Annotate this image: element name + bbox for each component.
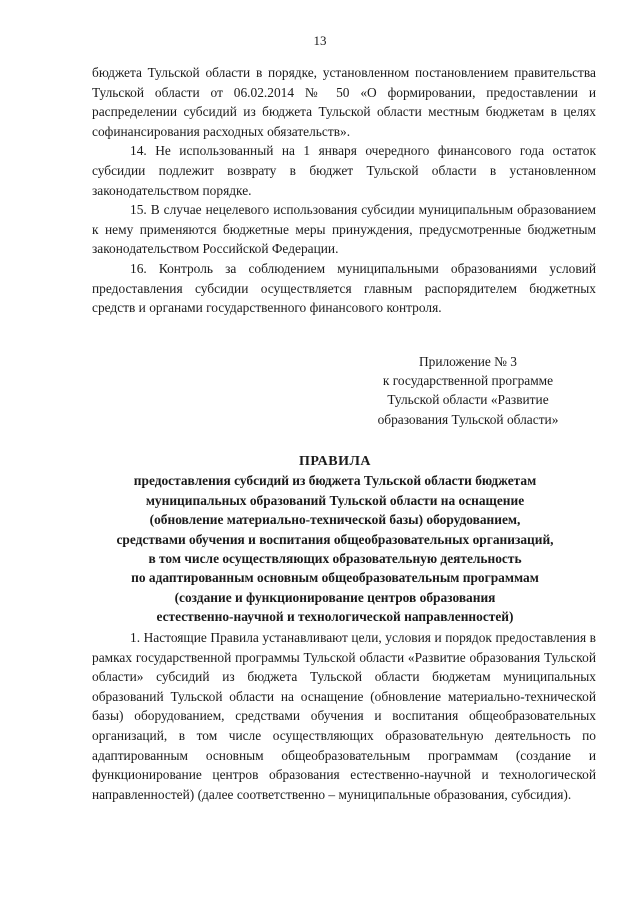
rules-heading: ПРАВИЛА: [298, 454, 372, 469]
rules-subtitle-line: муниципальных образований Тульской области на оснащение: [145, 492, 525, 508]
appendix-line: к государственной программе: [382, 373, 554, 389]
rules-subtitle-line: естественно-научной и технологической направленностей): [156, 609, 514, 625]
rules-subtitle-line: (обновление материально-технической базы) оборудованием,: [149, 512, 521, 528]
rules-subtitle-line: по адаптированным основным общеобразовательным программам: [131, 570, 539, 586]
bottom-section: [92, 628, 596, 804]
rules-subtitle-line: средствами обучения и воспитания общеобразовательных организаций,: [116, 531, 554, 547]
page-number: 13: [313, 33, 327, 48]
appendix-line: Приложение № 3: [418, 354, 518, 369]
rules-subtitle-line: в том числе осуществляющих образовательную деятельность: [148, 551, 522, 567]
appendix-line: Тульской области «Развитие: [387, 392, 549, 408]
rules-title-block: [60, 452, 610, 627]
appendix-note: [352, 352, 584, 429]
rules-subtitle-line: предоставления субсидий из бюджета Тульской области бюджетам: [133, 473, 537, 489]
paragraph-continuation: бюджета Тульской области в порядке, установленном постановлением правительства Тульской области от 06.02.2014 № 50 «О формировании, предоставлении и распределении субсидий из бюджета Тульской области местным бюджетам в целях софинансирования расходных обязательств».: [92, 65, 596, 139]
appendix-line: образования Тульской области»: [377, 411, 559, 427]
top-section: [92, 63, 596, 318]
paragraph-14: 14. Не использованный на 1 января очередного финансового года остаток субсидии подлежит возврату в бюджет Тульской области в установленном законодательством порядке.: [92, 143, 596, 198]
paragraph-1: 1. Настоящие Правила устанавливают цели, условия и порядок предоставления в рамках государственной программы Тульской области «Развитие образования Тульской области» субсидий из бюджета Тульской области бюджетам муниципальных образований Тульской области на оснащение (обновление материально-технической базы) оборудованием, средствами обучения и воспитания общеобразовательных организаций, в том числе осуществляющих образовательную деятельность по адаптированным основным общеобразовательным программам (создание и функционирование центров образования естественно-научной и технологической направленностей) (далее соответственно – муниципальные образования, субсидия).: [92, 630, 596, 802]
paragraph-16: 16. Контроль за соблюдением муниципальными образованиями условий предоставления субсидии осуществляется главным распорядителем бюджетных средств и органами государственного финансового контроля.: [92, 260, 596, 316]
rules-subtitle-line: (создание и функционирование центров образования: [174, 589, 496, 605]
paragraph-15: 15. В случае нецелевого использования субсидии муниципальным образованием к нему применяются бюджетные меры принуждения, предусмотренные бюджетным законодательством Российской Федерации.: [92, 202, 596, 257]
